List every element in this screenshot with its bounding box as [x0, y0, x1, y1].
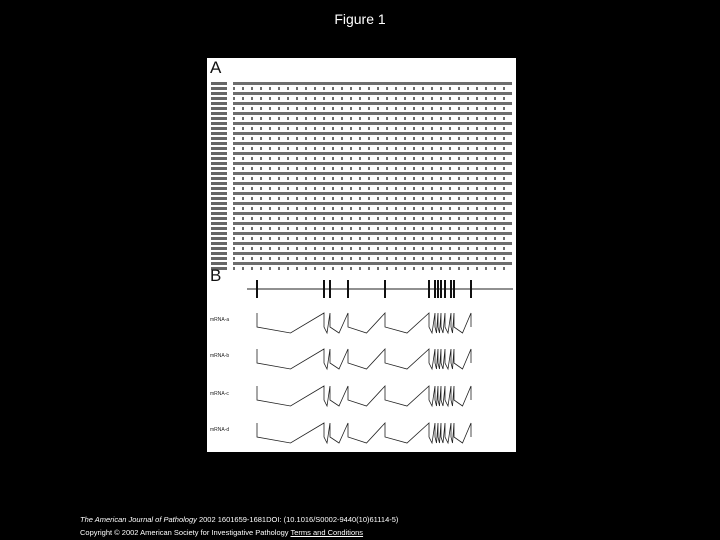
exon-mark: [440, 280, 442, 298]
terms-link[interactable]: Terms and Conditions: [290, 528, 364, 537]
exon-mark: [256, 280, 258, 298]
exon-mark: [347, 280, 349, 298]
citation-text: 2002 1601659-1681DOI: (10.1016/S0002-9440(10)61114-5): [196, 515, 399, 524]
splice-variant-trace: [257, 349, 471, 369]
figure-image: [207, 58, 516, 452]
exon-mark: [434, 280, 436, 298]
copyright-text: Copyright © 2002 American Society for Investigative Pathology: [80, 528, 291, 537]
journal-name: The American Journal of Pathology: [80, 515, 197, 524]
splice-variant-trace: [257, 423, 471, 443]
mrna-c-label: mRNA-c: [210, 391, 229, 397]
exon-mark: [450, 280, 452, 298]
splice-variant-rows: [257, 313, 471, 443]
exon-mark: [384, 280, 386, 298]
gene-structure-diagram: [207, 58, 516, 452]
exon-mark: [437, 280, 439, 298]
exon-mark: [323, 280, 325, 298]
exon-mark: [470, 280, 472, 298]
slide-title: Figure 1: [334, 11, 386, 27]
mrna-d-label: mRNA-d: [210, 427, 230, 433]
exon-mark: [428, 280, 430, 298]
splice-variant-trace: [257, 313, 471, 333]
citation-line: [80, 515, 398, 524]
exon-mark: [329, 280, 331, 298]
exon-map: [247, 280, 513, 298]
exon-mark: [453, 280, 455, 298]
exon-mark: [444, 280, 446, 298]
mrna-a-label: mRNA-a: [210, 317, 230, 323]
panel-a-label: A: [210, 58, 222, 77]
mrna-b-label: mRNA-b: [210, 353, 230, 359]
splice-variant-trace: [257, 386, 471, 406]
copyright-line: [80, 528, 363, 537]
panel-b-label: B: [210, 266, 222, 285]
